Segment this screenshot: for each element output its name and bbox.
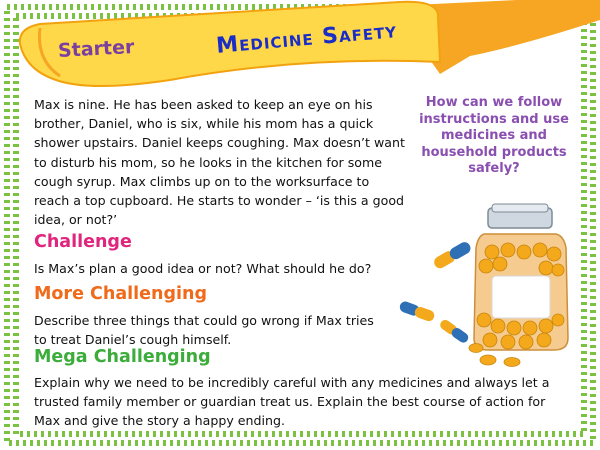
- starter-label: Starter: [57, 36, 135, 62]
- more-challenging-heading: More Challenging: [34, 284, 207, 304]
- pill-bottle-icon: [396, 200, 586, 370]
- key-question: How can we follow instructions and use medicines and household products safely?: [419, 95, 569, 176]
- page-title: Medicine Safety: [215, 18, 399, 59]
- story-paragraph: Max is nine. He has been asked to keep an eye on his brother, Daniel, who is six, while his mom has a quick shower upstairs. Daniel keeps coughing. Max doesn’t want to disturb his mom, so he looks in the kitchen for some cough syrup. Max climbs up on to the worksurface to reach a top cupboard. He starts to wonder – ‘is this a good idea, or not?’: [34, 97, 405, 228]
- more-challenging-text: Describe three things that could go wrong if Max tries to treat Daniel’s cough himself.: [34, 313, 374, 348]
- challenge-text: Is Max’s plan a good idea or not? What should he do?: [34, 261, 372, 276]
- mega-challenging-text: Explain why we need to be incredibly careful with any medicines and always let a trusted family member or guardian treat us. Explain the best course of action for Max and give the story a happy ending.: [34, 375, 550, 429]
- challenge-heading: Challenge: [34, 232, 132, 252]
- mega-challenging-heading: Mega Challenging: [34, 347, 211, 367]
